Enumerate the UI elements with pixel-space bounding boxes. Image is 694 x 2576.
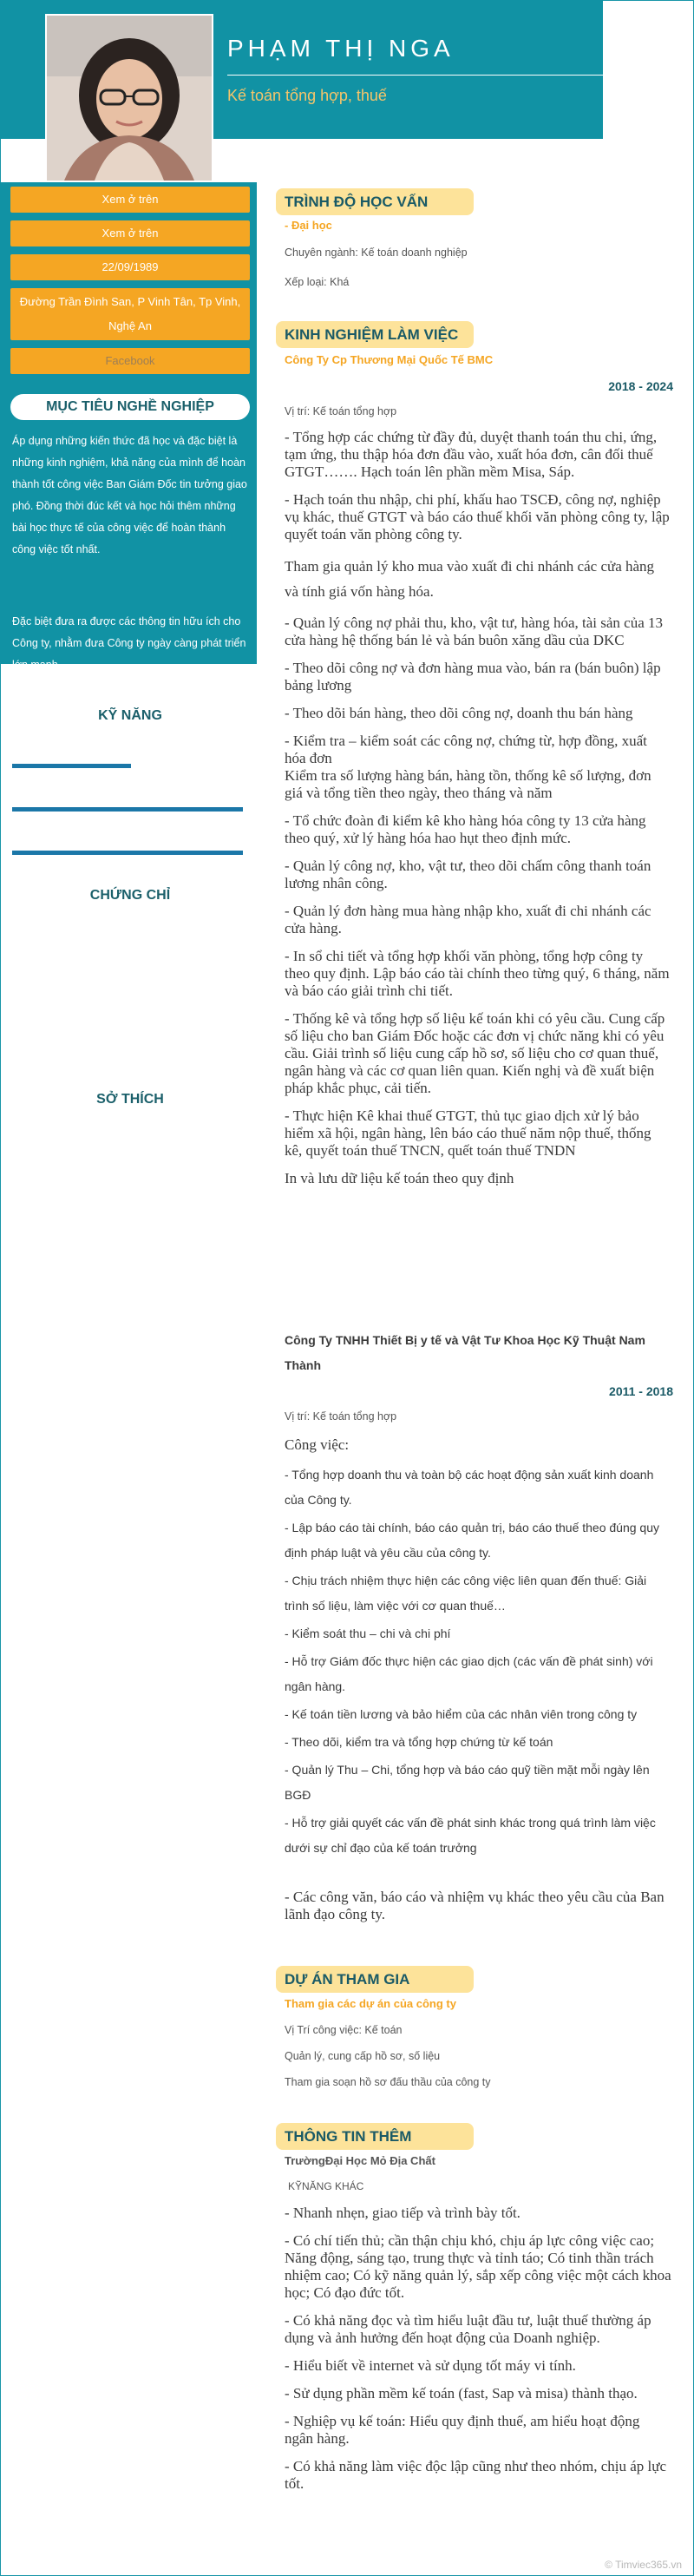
avatar [45, 14, 213, 182]
company-name: Công Ty TNHH Thiết Bị y tế và Vật Tư Khoa Học Kỹ Thuật Nam Thành [285, 1333, 645, 1372]
skill-item: - Hiểu biết về internet và sử dụng tốt máy vi tính. [285, 2357, 576, 2374]
job-position: Vị trí: Kế toán tổng hợp [285, 405, 397, 417]
skill-item: - Có khả năng đọc và tìm hiểu luật đầu tư, luật thuế thường áp dụng và ảnh hưởng đến hoạt động của Doanh nghiệp. [285, 2312, 651, 2346]
job-dates: 2018 - 2024 [608, 379, 673, 393]
duty-item: - Chịu trách nhiệm thực hiện các công việc liên quan đến thuế: Giải trình số liệu, làm việc với cơ quan thuế… [285, 1574, 647, 1613]
skill-item: - Nghiệp vụ kế toán: Hiểu quy định thuế, am hiểu hoạt động ngân hàng. [285, 2413, 640, 2447]
objective-text: Áp dụng những kiến thức đã học và đặc biệt là những kinh nghiệm, khả năng của mình để hoàn thành tốt công việc Ban Giám Đốc tin tưởng giao phó. Đồng thời đúc kết và học hỏi thêm những bài học thực tế của công việc để hoàn thành công việc tốt nhất. [12, 435, 247, 555]
school-name: TrườngĐại Học Mỏ Địa Chất [285, 2154, 435, 2167]
skill-item: - Nhanh nhẹn, giao tiếp và trình bày tốt. [285, 2205, 520, 2221]
duty-item: - Thực hiện Kê khai thuế GTGT, thủ tục giao dịch xử lý bảo hiểm xã hội, ngân hàng, lên báo cáo thuế năm nộp thuế, thống kê, quyết toán thuế TNCN, quết toán thuế TNDN [285, 1107, 651, 1159]
duty-item: - Quản lý Thu – Chi, tổng hợp và báo cáo quỹ tiền mặt mỗi ngày lên BGĐ [285, 1763, 650, 1802]
duty-item: - Hỗ trợ Giám đốc thực hiện các giao dịch (các vấn đề phát sinh) với ngân hàng. [285, 1654, 653, 1693]
person-name: PHẠM THỊ NGA [227, 35, 455, 62]
experience-heading: KINH NGHIỆM LÀM VIỆC [276, 321, 474, 348]
education-heading: TRÌNH ĐỘ HỌC VẤN [276, 188, 474, 215]
skill-label: Tin học văn phòng [12, 743, 101, 755]
duty-item: - Quản lý công nợ phải thu, kho, vật tư, hàng hóa, tài sản của 13 cửa hàng hệ thống bán lẻ và bán buôn xăng dầu của DKC [285, 614, 664, 648]
duty-item: - Quản lý đơn hàng mua hàng nhập kho, xuất đi chi nhánh các cửa hàng. [285, 903, 651, 936]
skill-item: - Sử dụng phần mềm kế toán (fast, Sap và misa) thành thạo. [285, 2385, 638, 2402]
hobbies-text: Du lịch- Xem phim- Đọc sách- Gặp gỡ bạn bè- Nghe nhạc [12, 1127, 236, 1161]
education-major: Chuyên ngành: Kế toán doanh nghiệp [285, 246, 468, 259]
duty-item: - Theo dõi công nợ và đơn hàng mua vào, bán ra (bán buôn) lập bảng lương [285, 660, 661, 693]
duty-item: In và lưu dữ liệu kế toán theo quy định [285, 1170, 514, 1186]
projects-subtitle: Tham gia các dự án của công ty [285, 1997, 456, 2010]
project-line: Quản lý, cung cấp hồ sơ, số liệu [285, 2050, 441, 2062]
education-level: - Đại học [285, 219, 332, 232]
other-skills-list [285, 2205, 671, 2503]
address-field: Đường Trần Đình San, P Vinh Tân, Tp Vinh, Nghệ An [10, 288, 250, 340]
skills-heading: KỸ NĂNG [10, 703, 250, 729]
job-intro: Công việc: [285, 1436, 350, 1453]
skill-bar [12, 807, 250, 812]
duty-item: - Tổ chức đoàn đi kiểm kê kho hàng hóa công ty 13 cửa hàng theo quý, xử lý hàng hóa hao hụt theo định mức. [285, 812, 646, 846]
facebook-link[interactable]: Facebook [10, 348, 250, 374]
job-duties [285, 429, 671, 1198]
job-position: Vị trí: Kế toán tổng hợp [285, 1410, 397, 1423]
duty-item: - Kiểm tra – kiểm soát các công nợ, chứng từ, hợp đồng, xuất hóa đơn Kiểm tra số lượng hàng bán, hàng tồn, thống kê số lượng, đơn giá và tổng tiền theo ngày, theo tháng và năm [285, 733, 651, 801]
project-role: Vị Trí công việc: Kế toán [285, 2024, 403, 2036]
objective-text-2: Đặc biệt đưa ra được các thông tin hữu ích cho Công ty, nhằm đưa Công ty ngày càng phát triển lớn mạnh. [12, 615, 246, 671]
additional-heading: THÔNG TIN THÊM [276, 2123, 474, 2150]
duty-item: Tham gia quản lý kho mua vào xuất đi chi nhánh các cửa hàng và tính giá vốn hàng hóa. [285, 558, 655, 600]
objective-heading: MỤC TIÊU NGHỀ NGHIỆP [10, 394, 250, 420]
company-name: Công Ty Cp Thương Mại Quốc Tế BMC [285, 353, 494, 366]
education-grade: Xếp loại: Khá [285, 276, 350, 288]
skill-bar [12, 764, 250, 768]
job-title: Kế toán tổng hợp, thuế [227, 87, 387, 104]
hobbies-heading: SỞ THÍCH [10, 1087, 250, 1113]
duty-item: - Thống kê và tổng hợp số liệu kế toán khi có yêu cầu. Cung cấp số liệu cho ban Giám Đốc hoặc các đơn vị chức năng khi có yêu cầu. Giải trình số liệu cung cấp hồ sơ, số liệu cho cơ quan thuế, ngân hàng và các cơ quan liên quan. Kiến nghị và đề xuất biện pháp khắc phục, cải tiến. [285, 1010, 665, 1096]
duty-item: - Kế toán tiền lương và bảo hiểm của các nhân viên trong công ty [285, 1707, 638, 1721]
phone-field[interactable]: Xem ở trên [10, 220, 250, 246]
duty-item: - Lập báo cáo tài chính, báo cáo quản trị, báo cáo thuế theo đúng quy định pháp luật và yêu cầu của công ty. [285, 1521, 659, 1560]
skill-label: Lắng nghe, tiếp thu và học hỏi [12, 830, 158, 842]
duty-item: - Theo dõi, kiểm tra và tổng hợp chứng từ kế toán [285, 1735, 553, 1749]
divider [227, 75, 603, 76]
skill-bar [12, 851, 250, 855]
duty-item: - Các công văn, báo cáo và nhiệm vụ khác theo yêu cầu của Ban lãnh đạo công ty. [285, 1889, 665, 1922]
duty-item: - Tổng hợp các chứng từ đầy đủ, duyệt thanh toán thu chi, ứng, tạm ứng, thu thập hóa đơn đầu vào, xuất hóa đơn, cân đối thuế GTGT……. Hạch toán lên phần mềm Misa, Sáp. [285, 429, 658, 480]
duty-item: - Kiểm soát thu – chi và chi phí [285, 1626, 451, 1640]
job-duties [285, 1462, 671, 1863]
duty-item: - Theo dõi bán hàng, theo dõi công nợ, doanh thu bán hàng [285, 705, 633, 721]
duty-item: - Quản lý công nợ, kho, vật tư, theo dõi chấm công thanh toán lương nhân công. [285, 858, 651, 891]
skill-label: Làm việc theo nhóm [12, 786, 110, 798]
birthday-field: 22/09/1989 [10, 254, 250, 280]
skill-item: - Có khả năng làm việc độc lập cũng như theo nhóm, chịu áp lực tốt. [285, 2458, 667, 2492]
projects-heading: DỰ ÁN THAM GIA [276, 1966, 474, 1993]
certificate-item: - Chứng chỉ tin học ứng dụng trình độ B [16, 922, 240, 963]
other-skills-subhead: KỸNĂNG KHÁC [288, 2180, 364, 2192]
certificate-item: - Chứng chỉ nghiệp vụ khai báo thuế, cấp bởi Trường Đại học Kinh tế TP. Hồ Chí Minh, loại Giỏi. [16, 995, 249, 1060]
duty-item: - Tổng hợp doanh thu và toàn bộ các hoạt động sản xuất kinh doanh của Công ty. [285, 1468, 654, 1507]
duty-item: - Hỗ trợ giải quyết các vấn đề phát sinh khác trong quá trình làm việc dưới sự chỉ đạo của kế toán trưởng [285, 1816, 656, 1855]
certificates-heading: CHỨNG CHỈ [10, 883, 250, 909]
email-field[interactable]: Xem ở trên [10, 187, 250, 213]
skill-item: - Có chí tiến thủ; cần thận chịu khó, chịu áp lực công việc cao; Năng động, sáng tạo, trung thực và tỉnh táo; Có tinh thần trách nhiệm cao; Có kỹ năng quản lý, sắp xếp công việc một cách khoa học; Có đạo đức tốt. [285, 2232, 671, 2301]
project-line: Tham gia soạn hồ sơ đấu thầu của công ty [285, 2076, 491, 2088]
job-dates: 2011 - 2018 [609, 1384, 673, 1398]
duty-item: - In sổ chi tiết và tổng hợp khối văn phòng, tổng hợp công ty theo quy định. Lập báo cáo tài chính theo từng quý, 6 tháng, năm và báo cáo giải trình chi tiết. [285, 948, 670, 999]
certificate-item: - Chứng chỉ ngoại ngữ trình độ B [16, 970, 213, 987]
watermark: © Timviec365.vn [605, 2559, 682, 2571]
duty-item: - Hạch toán thu nhập, chi phí, khấu hao TSCĐ, công nợ, nghiệp vụ khác, thuế GTGT và báo cáo thuế khối văn phòng công ty, lập quyết toán văn phòng công ty. [285, 491, 670, 542]
